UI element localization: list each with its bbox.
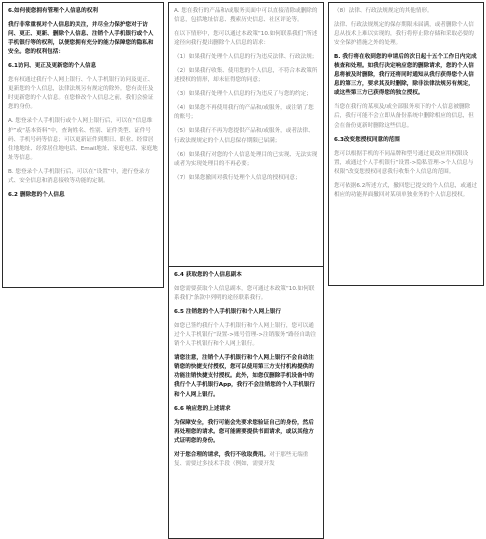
subheading-change-consent: 6.3改变您授权同意的范围: [334, 136, 400, 143]
access-item-a: A. 您登录个人手机银行或个人网上银行后，可以在“信息维护”或“基本资料”中，查询姓名、性别、证件类型、证件号码、手机号码等信息；可以更新证件到期日、职业、经常居住地地址、经常居住地电话、Email地址、家庭电话、家庭地址等信息。: [8, 118, 158, 161]
section-heading-rights: 6.如何使您拥有管理个人信息的权利: [8, 8, 98, 14]
subheading-respond: 6.6 响应您的上述请求: [174, 405, 231, 412]
cancel-paragraph: 如您已签约我行个人手机银行和个人网上银行，您可以通过个人手机银行“设置->账号管理->注销服务”路径自助注销个人手机银行和个人网上银行。: [174, 323, 317, 348]
subheading-cancel: 6.5 注销您的个人手机银行和个人网上银行: [174, 309, 281, 316]
delete-case-6: （6）如果我行对您的个人信息处理目的已实现、无法实现或者为实现处理目的不再必要；: [174, 151, 318, 167]
delete-case-7: （7）如果您撤回对我行处理个人信息的授权同意；: [174, 174, 301, 181]
policy-panel-delete-cases: [168, 2, 324, 286]
delete-case-2: （2）如果我行收集、使用您的个人信息，不符合本政策所述授权的情形，却未征得您的同意；: [174, 68, 318, 84]
subheading-access-correct: 6.1访问、更正及更新您的个人信息: [8, 63, 97, 70]
delete-case-4: （4）如果您不再使用我行的产品和/或服务，或注销了您的账号；: [174, 105, 314, 121]
subheading-delete: 6.2 删除您的个人信息: [8, 191, 65, 198]
copy-paragraph: 如您需要获取个人信息副本，您可通过本政策“10.如何联系我们”条款中列明的途径联系我行。: [174, 286, 315, 302]
delete-request-intro: 在以下情形中，您可以通过本政策“10.如何联系我们”所述途径向我行提出删除个人信息的请求：: [174, 31, 318, 47]
backup-paragraph: 当您在我行的某项及/或全部服务项下的个人信息被删除后，我行可能不会立即从备份系统中删除相应的信息，但会在备份更新时删除这些信息。: [334, 104, 474, 129]
access-paragraph: 您有权通过我行个人网上银行、个人手机银行访问及更正、更新您的个人信息，法律法规另有规定的除外。您有责任及时更新您的个人信息。在您修改个人信息之前，我们会验证您的身份。: [8, 77, 154, 111]
fee-rest-text: 对于那些无端重复、需要过多技术手段（例如，需要开发: [174, 451, 309, 467]
fee-paragraph: [174, 451, 318, 469]
consent-paragraph-2: 您可依据6.2所述方式，撤回您已提交的个人信息，或通过相应的功能界面撤回对某项单独业务的个人信息授权。: [334, 182, 478, 198]
policy-panel-rights-intro: [2, 2, 164, 288]
delete-case-3: （3）如果我行处理个人信息的行为违反了与您的约定；: [174, 91, 312, 98]
delete-case-5: （5）如果我行不再为您提供产品和/或服务，或者法律、行政法规规定的个人信息保存期限已届满；: [174, 128, 314, 144]
policy-panel-copy-cancel: [168, 266, 324, 539]
rights-intro-text: 我行非常重视对个人信息的关注，并尽全力保护您对于访问、更正、更新、删除个人信息、注销个人手机银行或个人手机银行等的权利，以便您拥有充分的能力保障您的隐私和安全。您的权利包括：: [8, 22, 154, 56]
consent-paragraph-1: 您可以根据手机的不同品牌和型号通过更改应用权限设置，或通过个人手机银行“设置->隐私管理->个人信息与权限”改变您授权同意我行收集个人信息的范围。: [334, 150, 474, 175]
policy-panel-delete-process: [328, 2, 484, 286]
delete-case-1: （1）如果我行处理个人信息的行为违反法律、行政法规；: [174, 54, 318, 61]
access-item-b: B. 您登录个人手机银行后，可以在“设置”中，进行登录方式、安全信息和消息接收等功能的定制。: [8, 168, 150, 184]
delete-item-b: B. 我行将在收到您的申请后的次日起十五个工作日内完成核查和处理。如我行决定响应您的删除请求，您的个人信息将被及时删除，我行还将同时通知从我行获得您个人信息的第三方，要求其及时删除，除非法律法规另有规定，或这些第三方已获得您的独立授权。: [334, 54, 477, 97]
respond-paragraph: 为保障安全，我行可能会先要求您验证自己的身份，然后再处理您的请求。您可能需要提供书面请求，或以其他方式证明您的身份。: [174, 419, 314, 444]
retention-paragraph: 法律、行政法规规定的保存期限未届满，或者删除个人信息从技术上难以实现的，我行将停止除存储和采取必要的安全保护措施之外的处理。: [334, 22, 474, 47]
delete-item-a: A. 您在我行的产品和/或服务页面中可以直接清除或删除的信息，包括地址信息、搜索历史信息、社区评论等。: [174, 8, 318, 24]
cancel-notice: 请您注意，注销个人手机银行和个人网上银行不会自动注销您的快捷支付授权，您可以使用第三方支付机构提供的功能注销快捷支付授权。此外，如您仅删除手机设备中的我行个人手机银行App，我行不会注销您的个人手机银行和个人网上银行。: [174, 355, 315, 398]
subheading-copy: 6.4 获取您的个人信息副本: [174, 272, 242, 278]
fee-bold-text: 对于您合理的请求，我行不收取费用。: [174, 451, 270, 458]
delete-case-8: （8）法律、行政法规规定的其他情形。: [334, 8, 433, 14]
